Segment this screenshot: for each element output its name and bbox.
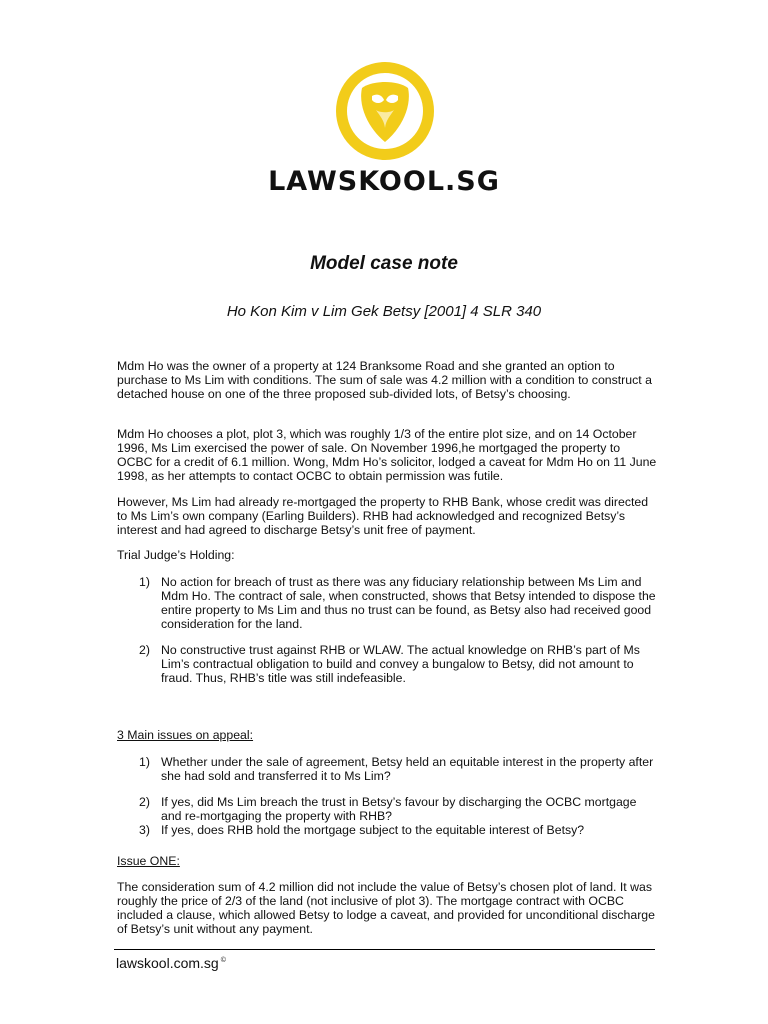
list-text: No action for breach of trust as there was any fiduciary relationship between Ms Lim and Mdm Ho. The contract of sale, when constructed, shows that Betsy intended to dispose the entire property to Ms Lim and thus no trust can be found, as Betsy also had received good consideration for the land. [161,575,656,631]
list-text: If yes, does RHB hold the mortgage subject to the equitable interest of Betsy? [161,823,585,837]
issues-heading: 3 Main issues on appeal: [117,728,254,742]
list-text: No constructive trust against RHB or WLAW. The actual knowledge on RHB’s part of Ms Lim’s contractual obligation to build and convey a bungalow to Betsy, did not amount to fraud. Thus, RHB’s title was still indefeasible. [161,643,640,685]
case-citation: Ho Kon Kim v Lim Gek Betsy [2001] 4 SLR 340 [226,303,542,320]
list-number: 2) [139,643,150,657]
holding-heading: Trial Judge’s Holding: [117,548,235,562]
issue-one-heading: Issue ONE: [117,854,180,868]
paragraph-rhb: However, Ms Lim had already re-mortgaged the property to RHB Bank, whose credit was directed to Ms Lim’s own company (Earling Builders). RHB had acknowledged and recognized Betsy’s interest and had agreed to discharge Betsy’s unit free of payment. [117,495,649,537]
list-number: 3) [139,823,150,837]
paragraph-facts: Mdm Ho was the owner of a property at 124 Branksome Road and she granted an option to purchase to Ms Lim with conditions. The sum of sale was 4.2 million with a condition to construct a detached house on one of the three proposed sub-divided lots, of Betsy’s choosing. [117,359,652,401]
footer-divider [114,949,655,950]
list-number: 2) [139,795,150,809]
document-title: Model case note [310,253,458,274]
list-number: 1) [139,575,150,589]
paragraph-consideration: The consideration sum of 4.2 million did not include the value of Betsy’s chosen plot of land. It was roughly the price of 2/3 of the land (not inclusive of plot 3). The mortgage contract with OCBC included a clause, which allowed Betsy to lodge a caveat, and provided for unconditional discharge of Betsy’s unit without any payment. [117,880,655,936]
paragraph-plot: Mdm Ho chooses a plot, plot 3, which was roughly 1/3 of the entire plot size, and on 14 October 1996, Ms Lim exercised the power of sale. On November 1996,he mortgaged the property to OCBC for a credit of 6.1 million. Wong, Mdm Ho’s solicitor, lodged a caveat for Mdm Ho on 11 June 1998, as her attempts to contact OCBC to obtain permission was futile. [117,427,657,483]
lawskool-owl-logo [332,58,438,164]
brand-name: LAWSKOOL.SG [268,166,500,197]
footer-site[interactable]: lawskool.com.sg [116,955,219,971]
list-text: If yes, did Ms Lim breach the trust in Betsy’s favour by discharging the OCBC mortgage and re-mortgaging the property with RHB? [161,795,637,823]
footer [116,955,226,971]
list-number: 1) [139,755,150,769]
list-text: Whether under the sale of agreement, Betsy held an equitable interest in the property after she had sold and transferred it to Ms Lim? [161,755,654,783]
copyright-mark: © [220,957,226,965]
